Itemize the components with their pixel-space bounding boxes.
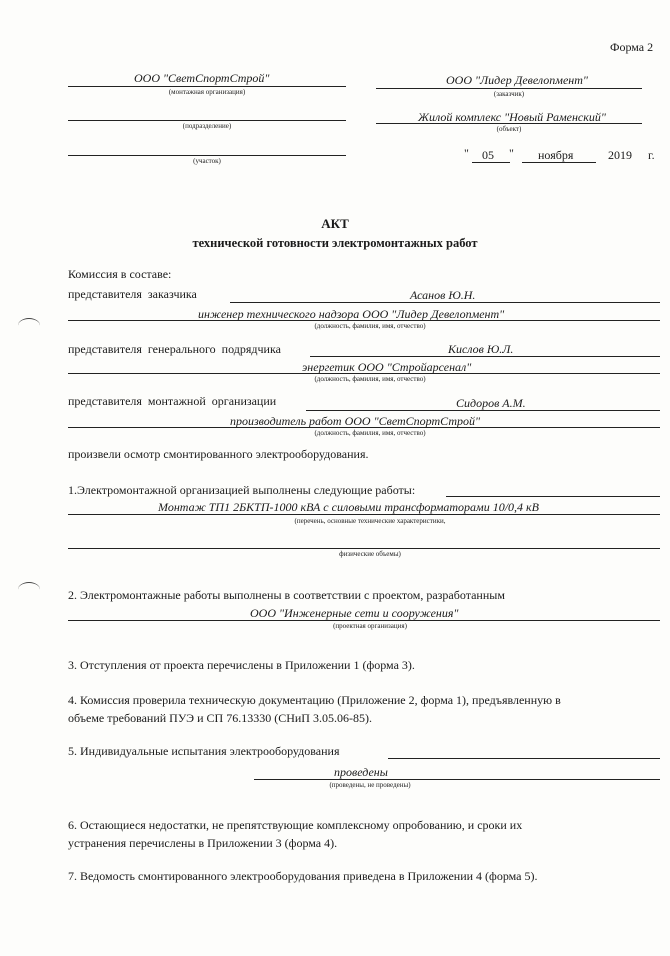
item-6-line-2: устранения перечислены в Приложении 3 (форма 4).: [68, 836, 338, 850]
section-caption: (участок): [193, 157, 221, 165]
underline: [68, 155, 346, 156]
underline: [68, 120, 346, 121]
customer-rep-label: представителя заказчика: [68, 287, 197, 301]
item-2-text: 2. Электромонтажные работы выполнены в соответствии с проектом, разработанным: [68, 588, 505, 602]
underline: [376, 123, 642, 124]
general-contractor-name: Кислов Ю.Л.: [448, 342, 514, 356]
underline: [522, 162, 596, 163]
customer-name: ООО "Лидер Девелопмент": [446, 73, 588, 87]
underline: [68, 514, 660, 515]
underline: [68, 620, 660, 621]
installer-rep-label: представителя монтажной организации: [68, 394, 277, 408]
installer-org: ООО "СветСпортСтрой": [134, 71, 270, 85]
underline: [68, 548, 660, 549]
commission-intro: Комиссия в составе:: [68, 267, 172, 281]
position-caption: (должность, фамилия, имя, отчество): [314, 375, 426, 383]
position-caption: (должность, фамилия, имя, отчество): [314, 322, 426, 330]
item-4-line-1: 4. Комиссия проверила техническую документацию (Приложение 2, форма 1), предъявленную в: [68, 693, 561, 707]
customer-rep-position: инженер технического надзора ООО "Лидер Девелопмент": [198, 307, 505, 321]
object-caption: (объект): [496, 125, 522, 133]
form-label: Форма 2: [610, 40, 654, 54]
item-1-caption-2: физические объемы): [339, 550, 401, 558]
item-5-text: 5. Индивидуальные испытания электрооборудования: [68, 744, 340, 758]
document-subtitle: технической готовности электромонтажных работ: [192, 236, 478, 250]
division-caption: (подразделение): [182, 122, 232, 130]
item-2-caption: (проектная организация): [333, 622, 407, 630]
position-caption: (должность, фамилия, имя, отчество): [314, 429, 426, 437]
customer-caption: (заказчик): [493, 90, 525, 98]
punch-hole-mark: [18, 318, 40, 333]
item-5-caption: (проведены, не проведены): [329, 781, 411, 789]
item-1-value: Монтаж ТП1 2БКТП-1000 кВА с силовыми трансформаторами 10/0,4 кВ: [158, 500, 539, 514]
item-6-line-1: 6. Остающиеся недостатки, не препятствующие комплексному опробованию, и сроки их: [68, 818, 523, 832]
document-title: АКТ: [321, 216, 349, 231]
item-4-line-2: объеме требований ПУЭ и СП 76.13330 (СНиП 3.05.06-85).: [68, 711, 372, 725]
date-quote-close: ": [509, 146, 514, 160]
date-day: 05: [482, 148, 494, 162]
object-name: Жилой комплекс "Новый Раменский": [418, 110, 606, 124]
date-month: ноября: [538, 148, 574, 162]
underline: [376, 88, 642, 89]
installer-org-caption: (монтажная организация): [168, 88, 246, 96]
underline: [446, 496, 660, 497]
underline: [306, 410, 660, 411]
general-contractor-position: энергетик ООО "Стройарсенал": [302, 360, 472, 374]
general-contractor-label: представителя генерального подрядчика: [68, 342, 281, 356]
underline: [310, 356, 660, 357]
installer-rep-position: производитель работ ООО "СветСпортСтрой": [230, 414, 481, 428]
underline: [68, 86, 346, 87]
underline: [68, 373, 660, 374]
underline: [230, 302, 660, 303]
item-5-value: проведены: [334, 765, 388, 779]
date-year: 2019: [608, 148, 632, 162]
date-year-suffix: г.: [648, 148, 655, 162]
underline: [254, 779, 660, 780]
punch-hole-mark: [18, 582, 40, 597]
item-2-value: ООО "Инженерные сети и сооружения": [250, 606, 459, 620]
underline: [472, 162, 510, 163]
commission-conclusion: произвели осмотр смонтированного электрооборудования.: [68, 447, 369, 461]
date-quote-open: ": [464, 146, 469, 160]
underline: [68, 427, 660, 428]
underline: [68, 320, 660, 321]
item-3-text: 3. Отступления от проекта перечислены в Приложении 1 (форма 3).: [68, 658, 415, 672]
item-1-text: 1.Электромонтажной организацией выполнены следующие работы:: [68, 483, 416, 497]
customer-rep-name: Асанов Ю.Н.: [410, 288, 476, 302]
item-1-caption: (перечень, основные технические характеристики,: [294, 517, 446, 525]
installer-rep-name: Сидоров А.М.: [456, 396, 526, 410]
underline: [388, 758, 660, 759]
item-7-text: 7. Ведомость смонтированного электрооборудования приведена в Приложении 4 (форма 5).: [68, 869, 538, 883]
